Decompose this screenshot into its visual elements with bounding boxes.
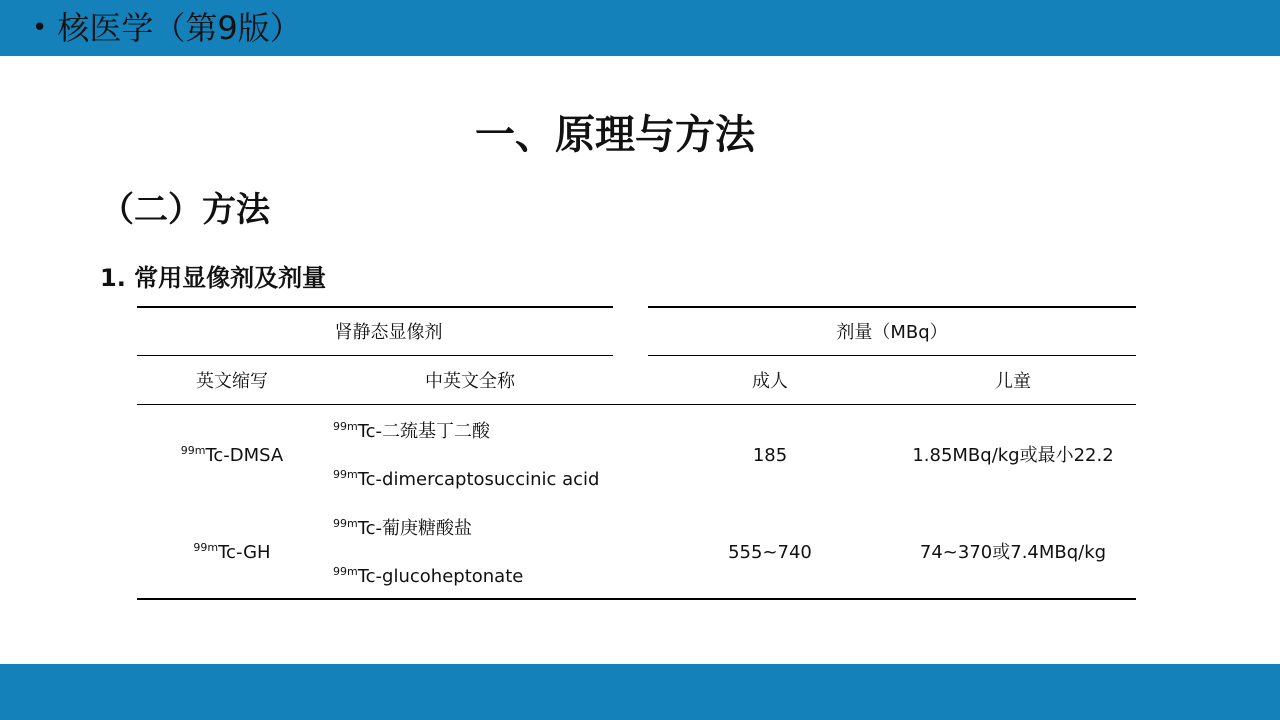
isotope-superscript: 99m — [333, 468, 358, 481]
main-title: 一、原理与方法 — [475, 112, 755, 158]
name-cn-text: Tc-葡庚糖酸盐 — [357, 518, 473, 539]
header-title — [32, 6, 302, 50]
footer-bar — [0, 664, 1280, 720]
column-header-adult: 成人 — [752, 371, 788, 392]
table-row-1-name-cn — [333, 420, 490, 444]
table-row-2-name-en — [333, 565, 523, 589]
abbr-text: Tc-DMSA — [205, 445, 284, 466]
group-header-agent: 肾静态显像剂 — [334, 322, 443, 343]
table-row-1-child: 1.85MBq/kg或最小22.2 — [912, 445, 1114, 466]
column-header-rule — [137, 404, 1136, 405]
table-row-2-name-cn — [333, 517, 472, 541]
header-title-text: 核医学（第9版） — [57, 9, 302, 47]
isotope-superscript: 99m — [193, 541, 219, 554]
isotope-superscript: 99m — [333, 565, 358, 578]
table-row-2-adult: 555~740 — [728, 542, 812, 563]
table-bottom-rule — [137, 598, 1136, 600]
table-row-1-name-en — [333, 468, 599, 492]
table-row-2-child: 74~370或7.4MBq/kg — [919, 542, 1107, 563]
column-header-name: 中英文全称 — [425, 371, 515, 392]
table-row-2-abbr — [137, 541, 327, 565]
subsection-title: 1. 常用显像剂及剂量 — [100, 264, 327, 292]
isotope-superscript: 99m — [180, 444, 206, 457]
name-en-text: Tc-dimercaptosuccinic acid — [357, 469, 600, 490]
name-cn-text: Tc-二巯基丁二酸 — [357, 421, 491, 442]
column-header-abbr: 英文缩写 — [196, 371, 268, 392]
group-header-rule-right — [648, 355, 1136, 356]
group-header-dose: 剂量（MBq） — [836, 322, 948, 343]
group-header-rule-left — [137, 355, 613, 356]
column-header-child: 儿童 — [995, 371, 1031, 392]
isotope-superscript: 99m — [333, 420, 358, 433]
table-row-1-adult: 185 — [752, 445, 788, 466]
isotope-superscript: 99m — [333, 517, 358, 530]
table-top-rule-right — [648, 306, 1136, 308]
section-title: （二）方法 — [100, 190, 270, 230]
table-row-1-abbr — [137, 444, 327, 468]
table-top-rule-left — [137, 306, 613, 308]
abbr-text: Tc-GH — [218, 542, 271, 563]
name-en-text: Tc-glucoheptonate — [357, 566, 524, 587]
bullet-icon: • — [32, 13, 48, 43]
